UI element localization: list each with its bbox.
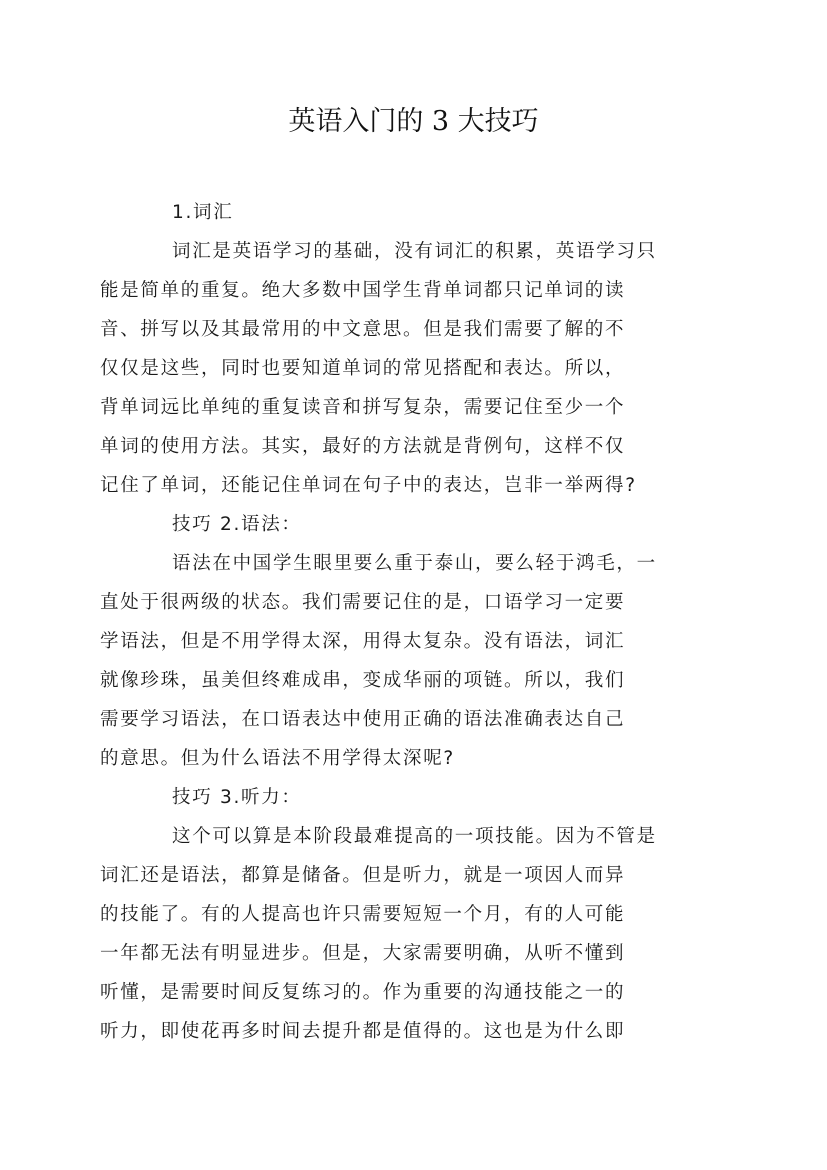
paragraph-line: 词汇还是语法，都算是储备。但是听力，就是一项因人而异 <box>100 865 626 886</box>
paragraph-line: 的技能了。有的人提高也许只需要短短一个月，有的人可能 <box>100 904 626 925</box>
paragraph-line: 听懂，是需要时间反复练习的。作为重要的沟通技能之一的 <box>100 982 626 1003</box>
document-body <box>100 193 715 1051</box>
paragraph-line: 词汇是英语学习的基础，没有词汇的积累，英语学习只 <box>172 241 657 262</box>
paragraph-line: 学语法，但是不用学得太深，用得太复杂。没有语法，词汇 <box>100 631 626 652</box>
paragraph-line: 语法在中国学生眼里要么重于泰山，要么轻于鸿毛，一 <box>172 553 657 574</box>
paragraph-line: 需要学习语法，在口语表达中使用正确的语法准确表达自己 <box>100 709 626 730</box>
paragraph-line: 这个可以算是本阶段最难提高的一项技能。因为不管是 <box>172 826 657 847</box>
paragraph-line: 单词的使用方法。其实，最好的方法就是背例句，这样不仅 <box>100 436 626 457</box>
document-title: 英语入门的 3 大技巧 <box>288 106 539 137</box>
paragraph-line: 记住了单词，还能记住单词在句子中的表达，岂非一举两得? <box>100 475 637 496</box>
paragraph-line: 听力，即使花再多时间去提升都是值得的。这也是为什么即 <box>100 1021 626 1042</box>
paragraph-line: 一年都无法有明显进步。但是，大家需要明确，从听不懂到 <box>100 943 626 964</box>
paragraph-line: 音、拼写以及其最常用的中文意思。但是我们需要了解的不 <box>100 319 626 340</box>
paragraph-line: 直处于很两级的状态。我们需要记住的是，口语学习一定要 <box>100 592 626 613</box>
paragraph-line: 仅仅是这些，同时也要知道单词的常见搭配和表达。所以， <box>100 358 626 379</box>
paragraph-line: 的意思。但为什么语法不用学得太深呢? <box>100 748 455 769</box>
paragraph-line: 能是简单的重复。绝大多数中国学生背单词都只记单词的读 <box>100 280 626 301</box>
paragraph-line: 背单词远比单纯的重复读音和拼写复杂，需要记住至少一个 <box>100 397 626 418</box>
section-heading-grammar: 技巧 2.语法： <box>172 514 302 535</box>
paragraph-line: 就像珍珠，虽美但终难成串，变成华丽的项链。所以，我们 <box>100 670 626 691</box>
section-heading-listening: 技巧 3.听力： <box>172 787 302 808</box>
section-heading-vocabulary: 1.词汇 <box>172 202 234 223</box>
